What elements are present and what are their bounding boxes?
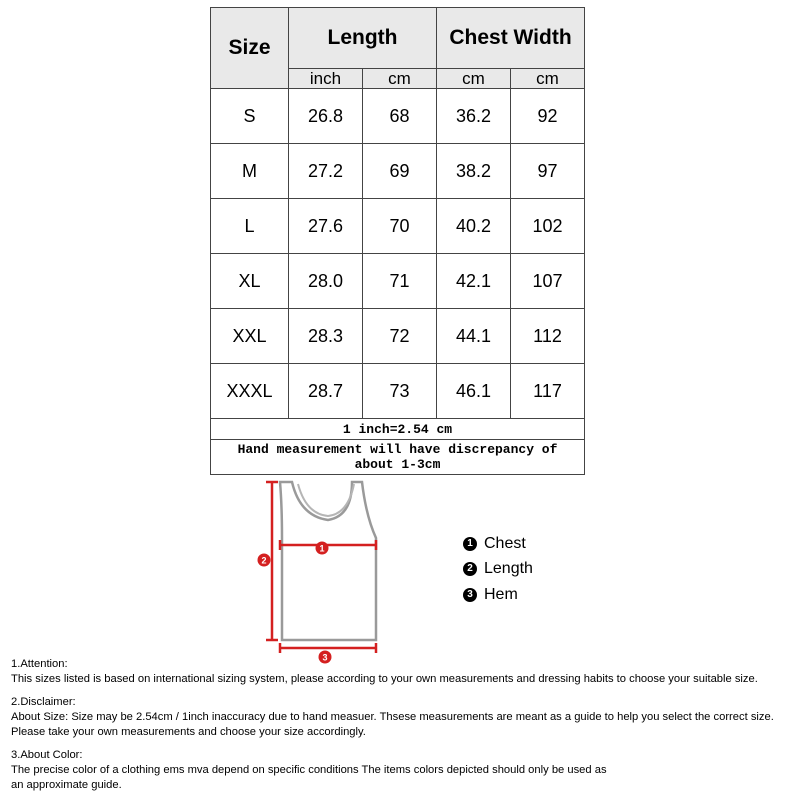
marker-1 xyxy=(316,542,329,555)
legend-label: Chest xyxy=(484,534,526,552)
size-cell: S xyxy=(211,89,289,144)
table-cell: 46.1 xyxy=(437,364,511,419)
table-cell: 44.1 xyxy=(437,309,511,364)
table-row xyxy=(211,144,585,199)
size-cell: XL xyxy=(211,254,289,309)
marker-2 xyxy=(258,554,271,567)
table-cell: 28.7 xyxy=(289,364,363,419)
measurement-legend xyxy=(463,531,533,608)
size-cell: XXL xyxy=(211,309,289,364)
note-title: 3.About Color: xyxy=(11,749,83,761)
header-chest-width: Chest Width xyxy=(437,8,585,69)
table-cell: 27.6 xyxy=(289,199,363,254)
unit-cell: cm xyxy=(437,69,511,89)
discrepancy-row xyxy=(211,440,585,475)
svg-text:2: 2 xyxy=(261,555,267,566)
legend-item-hem xyxy=(463,582,533,608)
table-row xyxy=(211,89,585,144)
size-table xyxy=(210,7,585,475)
svg-text:1: 1 xyxy=(319,543,325,554)
note-color xyxy=(11,748,796,793)
conversion-row xyxy=(211,419,585,440)
table-cell: 117 xyxy=(511,364,585,419)
table-cell: 68 xyxy=(363,89,437,144)
table-row xyxy=(211,309,585,364)
table-cell: 92 xyxy=(511,89,585,144)
unit-cell: cm xyxy=(363,69,437,89)
table-cell: 28.3 xyxy=(289,309,363,364)
table-cell: 73 xyxy=(363,364,437,419)
header-size: Size xyxy=(211,8,289,89)
table-row xyxy=(211,199,585,254)
note-attention xyxy=(11,657,796,687)
tank-top-diagram xyxy=(252,476,392,666)
note-text: Please take your own measurements and choose your size accordingly. xyxy=(11,726,366,738)
table-header-row xyxy=(211,8,585,69)
table-cell: 26.8 xyxy=(289,89,363,144)
table-cell: 27.2 xyxy=(289,144,363,199)
size-cell: L xyxy=(211,199,289,254)
legend-number-icon: 1 xyxy=(463,537,477,551)
conversion-note: 1 inch=2.54 cm xyxy=(211,419,585,440)
note-text: This sizes listed is based on international sizing system, please according to your own measurements and dressing habits to choose your suitable size. xyxy=(11,673,758,685)
legend-item-chest xyxy=(463,531,533,557)
note-title: 1.Attention: xyxy=(11,658,68,670)
note-text: About Size: Size may be 2.54cm / 1inch inaccuracy due to hand measuer. Thsese measurements are meant as a guide to help you select the correct size. xyxy=(11,711,774,723)
table-cell: 97 xyxy=(511,144,585,199)
legend-item-length xyxy=(463,557,533,583)
discrepancy-note: Hand measurement will have discrepancy of about 1-3cm xyxy=(211,440,585,475)
table-cell: 42.1 xyxy=(437,254,511,309)
table-cell: 72 xyxy=(363,309,437,364)
legend-number-icon: 3 xyxy=(463,588,477,602)
unit-cell: inch xyxy=(289,69,363,89)
legend-label: Length xyxy=(484,560,533,578)
table-row xyxy=(211,364,585,419)
table-cell: 69 xyxy=(363,144,437,199)
note-disclaimer xyxy=(11,695,796,740)
note-title: 2.Disclaimer: xyxy=(11,696,76,708)
legend-label: Hem xyxy=(484,585,518,603)
notes-section xyxy=(11,657,796,801)
table-cell: 40.2 xyxy=(437,199,511,254)
table-cell: 36.2 xyxy=(437,89,511,144)
note-text: The precise color of a clothing ems mva depend on specific conditions The items colors depicted should only be used as xyxy=(11,764,607,776)
unit-cell: cm xyxy=(511,69,585,89)
note-text: an approximate guide. xyxy=(11,779,122,791)
table-cell: 38.2 xyxy=(437,144,511,199)
tank-top-outline xyxy=(280,482,376,640)
table-cell: 107 xyxy=(511,254,585,309)
size-cell: XXXL xyxy=(211,364,289,419)
table-cell: 28.0 xyxy=(289,254,363,309)
legend-number-icon: 2 xyxy=(463,562,477,576)
header-length: Length xyxy=(289,8,437,69)
table-cell: 102 xyxy=(511,199,585,254)
svg-text:3: 3 xyxy=(322,652,328,663)
table-row xyxy=(211,254,585,309)
size-cell: M xyxy=(211,144,289,199)
table-cell: 112 xyxy=(511,309,585,364)
table-cell: 70 xyxy=(363,199,437,254)
table-cell: 71 xyxy=(363,254,437,309)
